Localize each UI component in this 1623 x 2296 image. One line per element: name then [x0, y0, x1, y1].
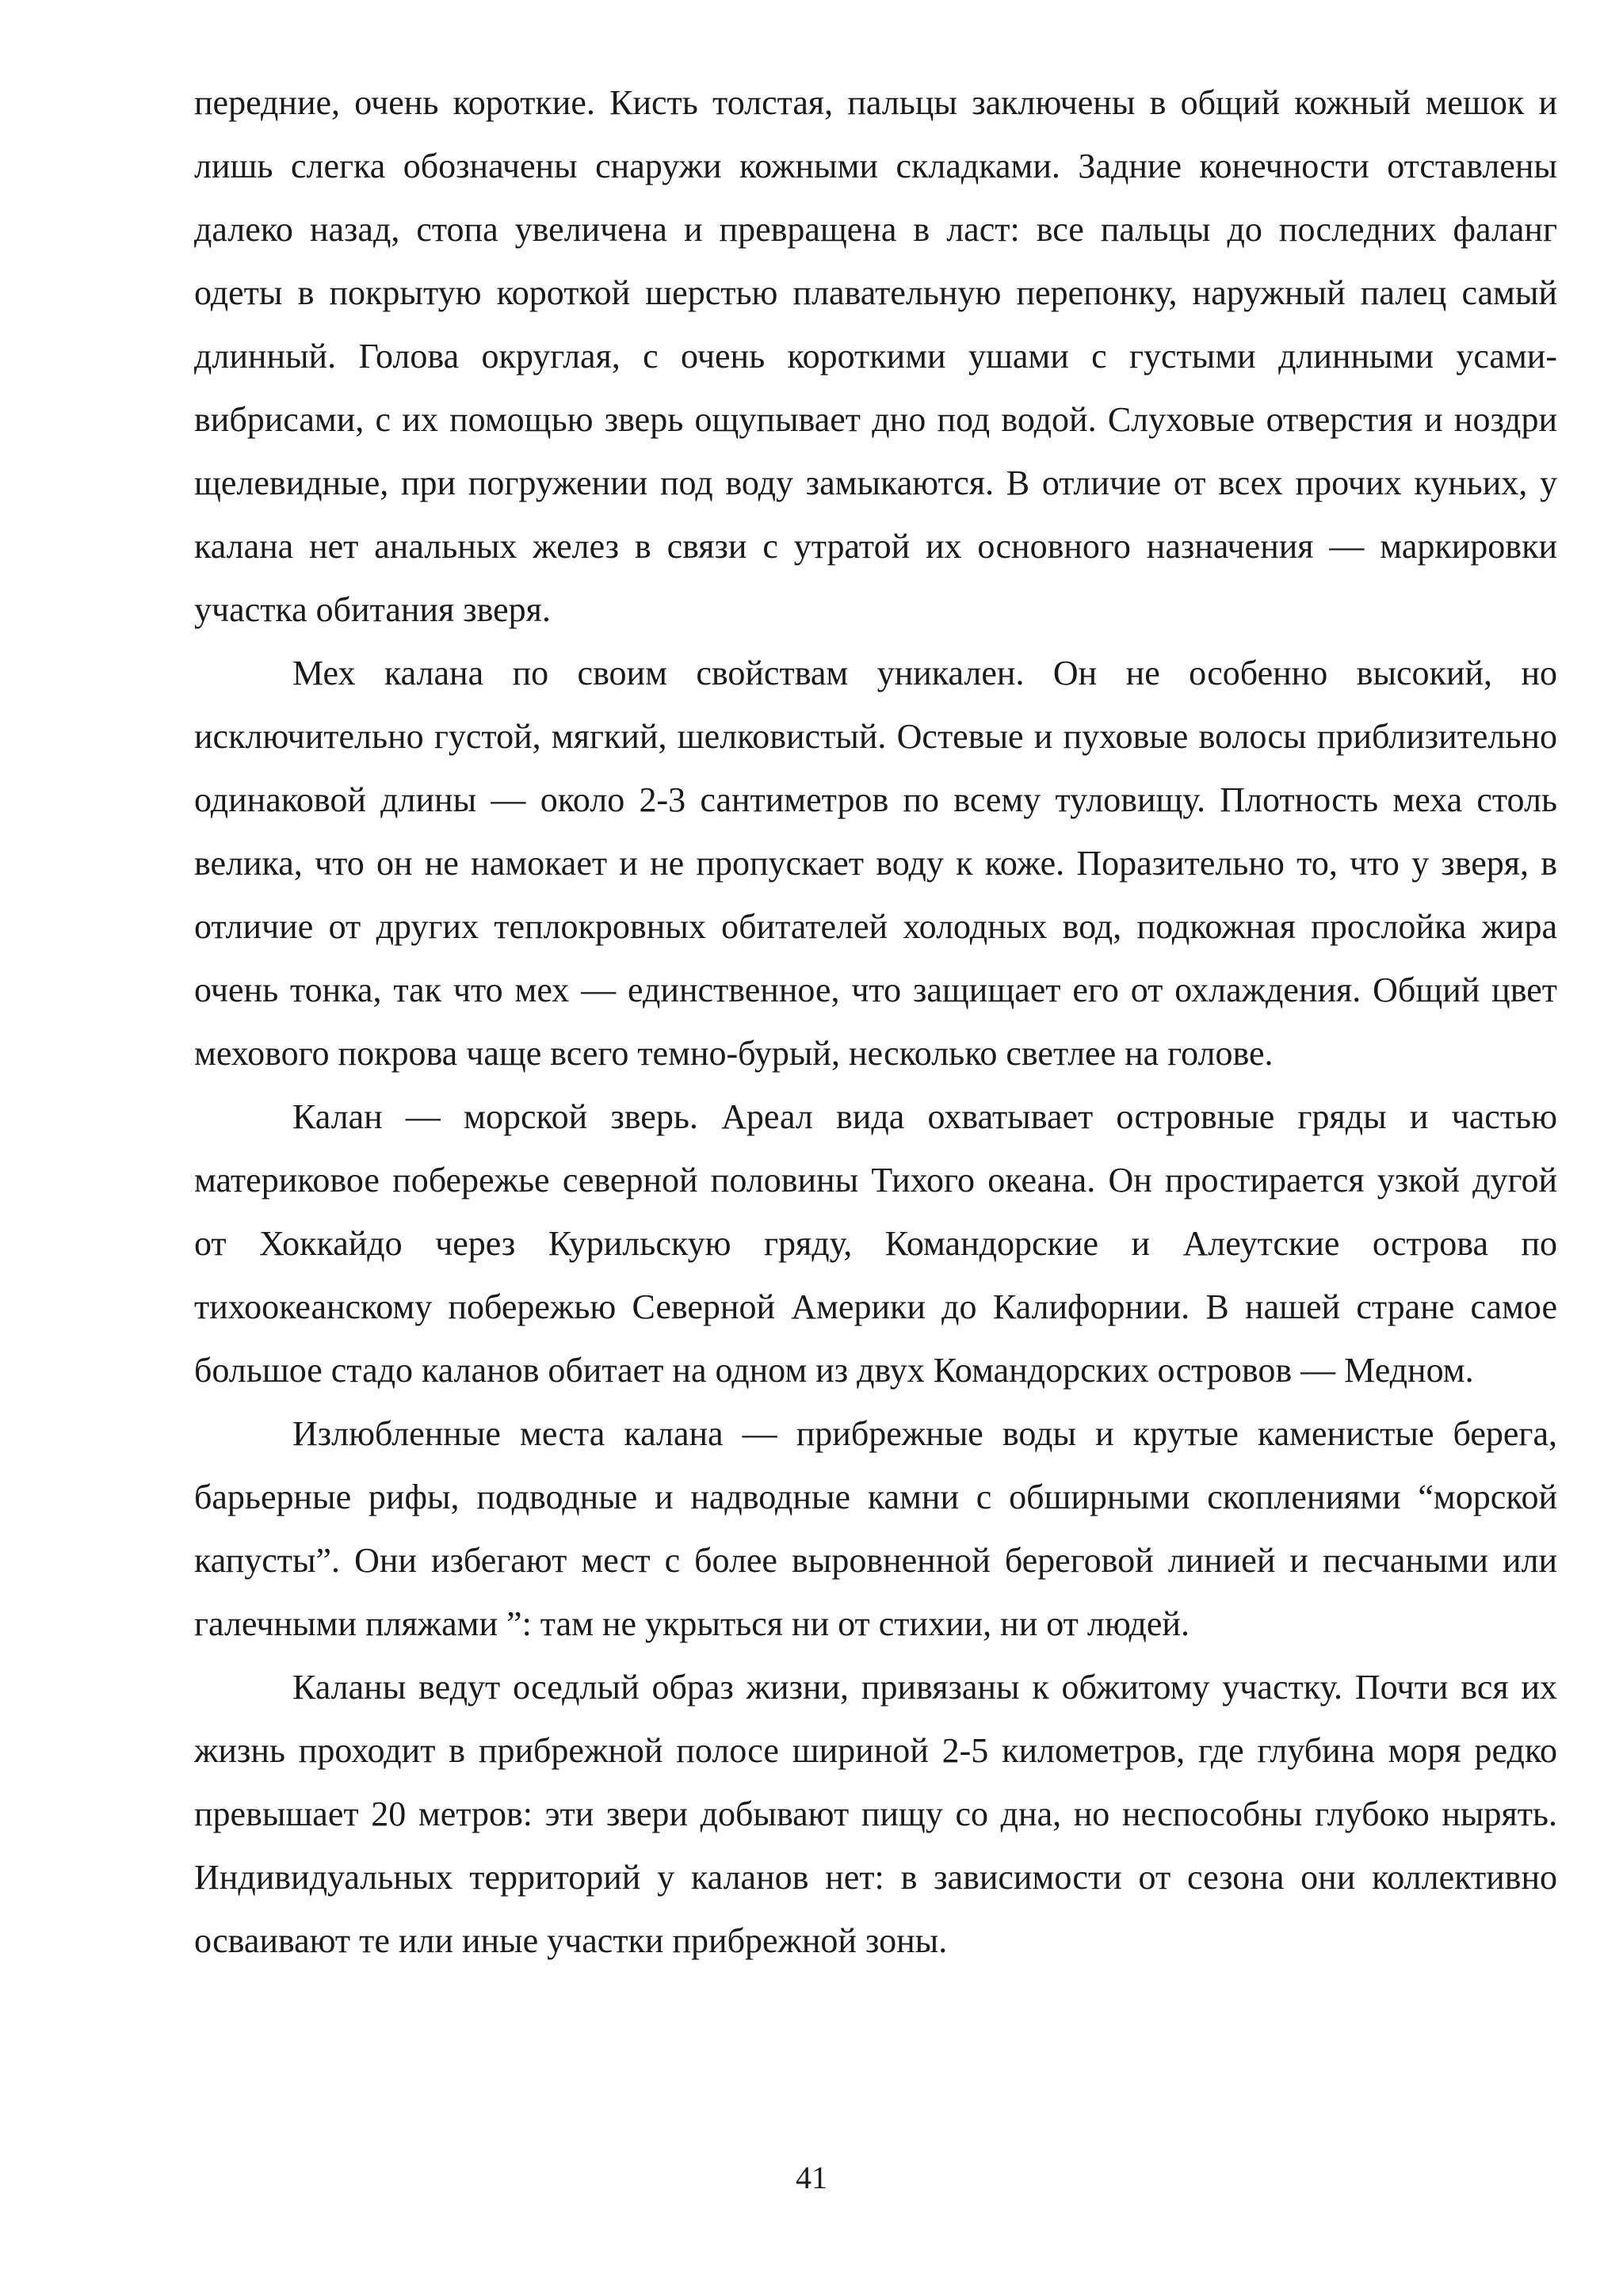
paragraph-range: Калан — морской зверь. Ареал вида охватывает островные гряды и частью материковое побережье северной половины Тихого океана. Он простирается узкой дугой от Хоккайдо через Курильскую гряду, Командорские и Алеутские острова по тихоокеанскому побережью Северной Америки до Калифорнии. В нашей стране самое большое стадо каланов обитает на одном из двух Командорских островов — Медном. — [194, 1097, 1557, 1390]
body-text — [194, 71, 1557, 1973]
page-number: 41 — [796, 2160, 827, 2195]
paragraph-continuation: передние, очень короткие. Кисть толстая, пальцы заключены в общий кожный мешок и лишь слегка обозначены снаружи кожными складками. Задние конечности отставлены далеко назад, стопа увеличена и превращена в ласт: все пальцы до последних фаланг одеты в покрытую короткой шерстью плавательную перепонку, наружный палец самый длинный. Голова округлая, с очень короткими ушами с густыми длинными усами-вибрисами, с их помощью зверь ощупывает дно под водой. Слуховые отверстия и ноздри щелевидные, при погружении под воду замыкаются. В отличие от всех прочих куньих, у калана нет анальных желез в связи с утратой их основного назначения — маркировки участка обитания зверя. — [194, 83, 1557, 629]
paragraph-habitat: Излюбленные места калана — прибрежные воды и крутые каменистые берега, барьерные рифы, подводные и надводные камни с обширными скоплениями “морской капусты”. Они избегают мест с более выровненной береговой линией и песчаными или галечными пляжами ”: там не укрыться ни от стихии, ни от людей. — [194, 1414, 1557, 1643]
paragraph-lifestyle: Каланы ведут оседлый образ жизни, привязаны к обжитому участку. Почти вся их жизнь проходит в прибрежной полосе шириной 2-5 километров, где глубина моря редко превышает 20 метров: эти звери добывают пищу со дна, но неспособны глубоко нырять. Индивидуальных территорий у каланов нет: в зависимости от сезона они коллективно осваивают те или иные участки прибрежной зоны. — [194, 1668, 1557, 1960]
paragraph-fur: Мех калана по своим свойствам уникален. Он не особенно высокий, но исключительно густой, мягкий, шелковистый. Остевые и пуховые волосы приблизительно одинаковой длины — около 2-3 сантиметров по всему туловищу. Плотность меха столь велика, что он не намокает и не пропускает воду к коже. Поразительно то, что у зверя, в отличие от других теплокровных обитателей холодных вод, подкожная прослойка жира очень тонка, так что мех — единственное, что защищает его от охлаждения. Общий цвет мехового покрова чаще всего темно-бурый, несколько светлее на голове. — [194, 654, 1557, 1073]
